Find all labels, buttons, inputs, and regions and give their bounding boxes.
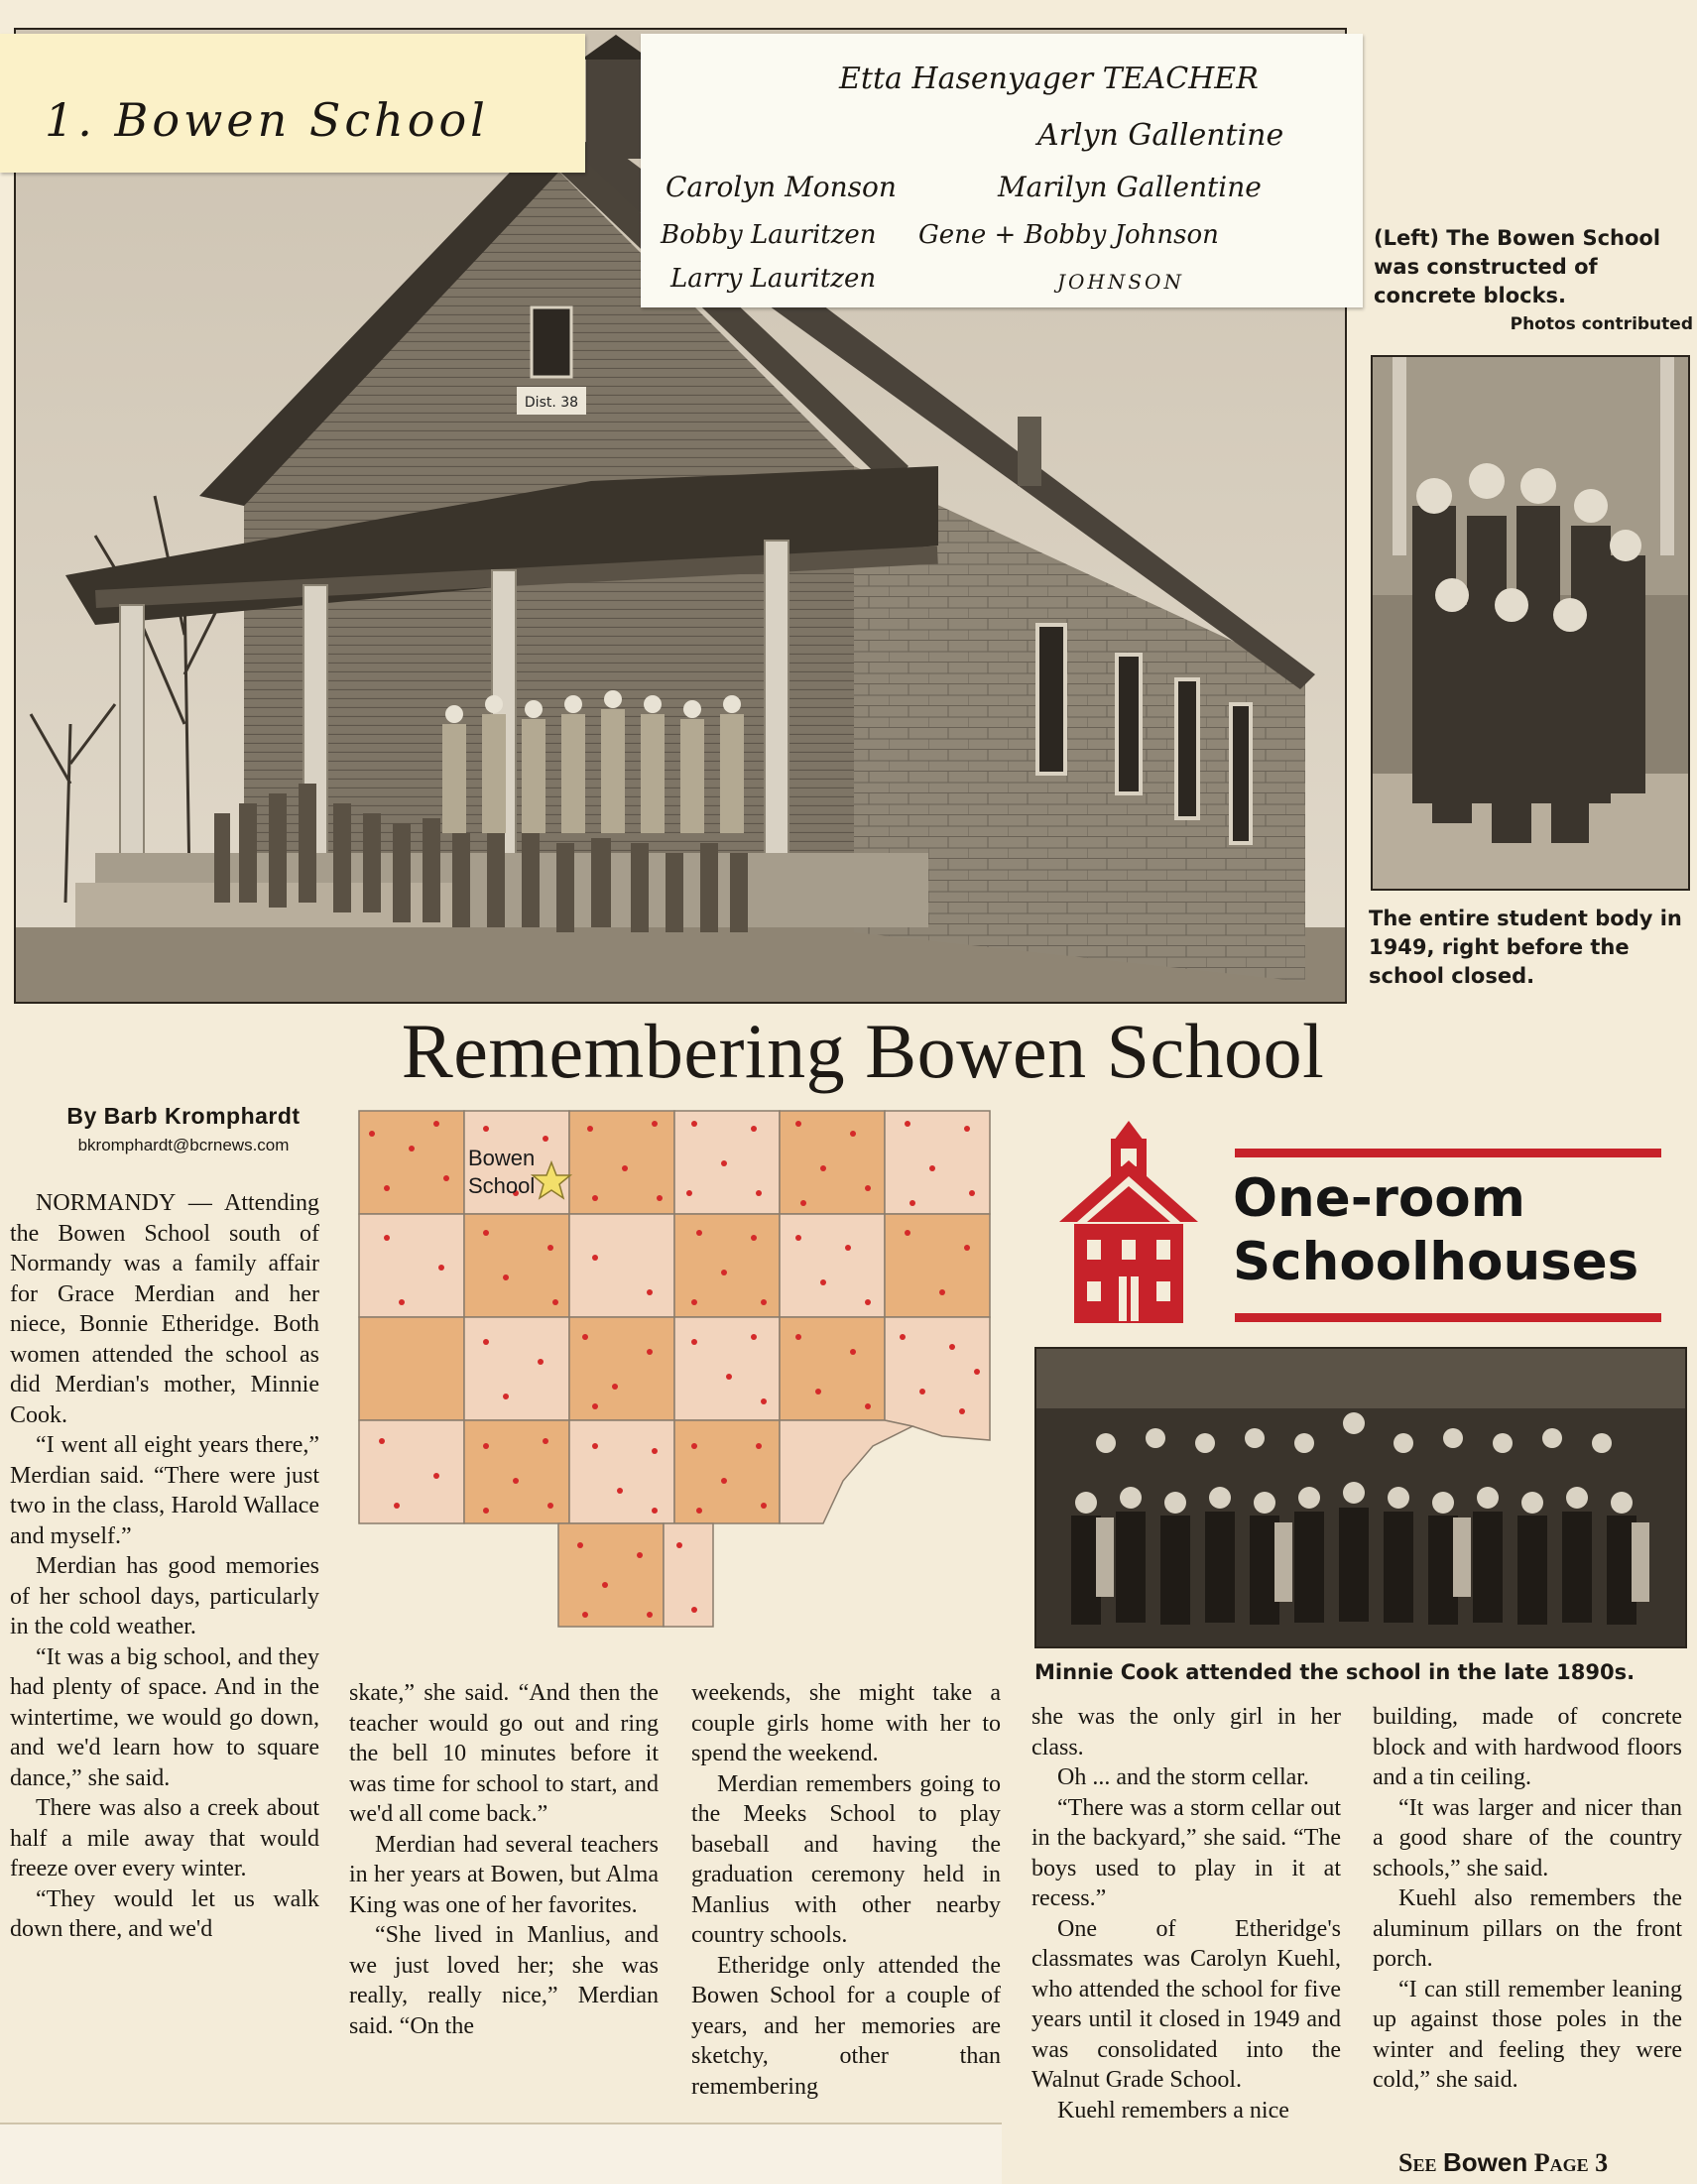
- col1-para: There was also a creek about half a mile away that would freeze over every winter.: [10, 1795, 319, 1881]
- article-column-5: [1373, 1702, 1682, 2096]
- bowen-school-note: [0, 34, 585, 173]
- name-carolyn: Carolyn Monson: [666, 171, 897, 203]
- col4-para: Oh ... and the storm cellar.: [1057, 1764, 1309, 1790]
- article-column-4: [1031, 1702, 1341, 2125]
- col3-para: Etheridge only attended the Bowen School for a couple of years, and her memories are sketchy, other than remembering: [691, 1952, 1001, 2100]
- article-column-2: [349, 1678, 659, 2041]
- building-caption: [1374, 224, 1693, 339]
- bottom-paper-strip: [0, 2123, 1002, 2184]
- col4-para: Kuehl remembers a nice: [1057, 2097, 1289, 2123]
- continued-name: Bowen: [1442, 2147, 1528, 2177]
- col5-para: building, made of concrete block and with hardwood floors and a tin ceiling.: [1373, 1704, 1682, 1790]
- series-title: [1233, 1167, 1638, 1294]
- class-group-illustration: [1036, 1349, 1685, 1646]
- col1-para: NORMANDY — Attending the Bowen School south of Normandy was a family affair for Grace Merdian and her niece, Bonnie Etheridge. Both women attended the school as did Merdian's mother, Minnie Cook.: [10, 1190, 319, 1428]
- map-label-line1: Bowen: [468, 1146, 536, 1170]
- article-headline: Remembering Bowen School: [401, 1008, 1325, 1094]
- names-note: [641, 34, 1363, 307]
- col5-para: Kuehl also remembers the aluminum pillars on the front porch.: [1373, 1885, 1682, 1972]
- byline: [40, 1103, 327, 1155]
- name-gene-bobby: Gene + Bobby Johnson: [918, 220, 1219, 250]
- author-email: bkromphardt@bcrnews.com: [77, 1136, 290, 1154]
- col4-para: she was the only girl in her class.: [1031, 1704, 1341, 1760]
- continued-page: Page 3: [1533, 2148, 1609, 2177]
- col1-para: “It was a big school, and they had plenty of space. And in the wintertime, we would go down, and we'd learn how to square dance,” she said.: [10, 1643, 319, 1791]
- series-title-line1: One-room: [1233, 1168, 1525, 1229]
- continued-prefix: See: [1398, 2148, 1437, 2177]
- article-column-3: [691, 1678, 1001, 2102]
- col2-para: skate,” she said. “And then the teacher would go out and ring the bell 10 minutes before it was time for school to start, and we'd all come back.”: [349, 1680, 659, 1827]
- logo-rule-bottom: [1235, 1313, 1661, 1322]
- col4-para: One of Etheridge's classmates was Carolyn Kuehl, who attended the school for five years until it closed in 1949 and was consolidated into the Walnut Grade School.: [1031, 1915, 1341, 2093]
- student-body-caption: The entire student body in 1949, right before the school closed.: [1369, 907, 1682, 988]
- map-grid: [357, 1109, 992, 1635]
- name-larry: Larry Lauritzen: [670, 264, 877, 294]
- name-teacher: Etta Hasenyager TEACHER: [839, 61, 1259, 96]
- schoolhouse-icon: [1059, 1113, 1198, 1326]
- student-group-illustration: [1373, 357, 1688, 889]
- building-caption-text: (Left) The Bowen School was constructed of concrete blocks.: [1374, 226, 1661, 307]
- map-label: [468, 1145, 535, 1200]
- name-arlyn: Arlyn Gallentine: [1037, 118, 1284, 153]
- student-body-photo: [1371, 355, 1690, 891]
- col1-para: “They would let us walk down there, and we'd: [10, 1885, 319, 1942]
- col2-para: Merdian had several teachers in her years at Bowen, but Alma King was one of her favorites.: [349, 1831, 659, 1918]
- logo-rule-top: [1235, 1149, 1661, 1157]
- class-photo: [1034, 1347, 1687, 1648]
- map-label-line2: School: [468, 1173, 536, 1198]
- school-note-text: 1. Bowen School: [45, 93, 489, 147]
- col5-para: “It was larger and nicer than a good share of the country schools,” she said.: [1373, 1794, 1682, 1881]
- author-name: By Barb Kromphardt: [66, 1103, 301, 1129]
- col3-para: Merdian remembers going to the Meeks School to play baseball and having the graduation ceremony held in Manlius with other nearby country schools.: [691, 1770, 1001, 1948]
- continued-on-link[interactable]: [1398, 2147, 1608, 2178]
- article-column-1: [10, 1188, 319, 1945]
- name-johnson: JOHNSON: [1057, 270, 1184, 294]
- col4-para: “There was a storm cellar out in the backyard,” she said. “The boys used to play in it at recess.”: [1031, 1794, 1341, 1911]
- col1-para: Merdian has good memories of her school days, particularly in the cold weather.: [10, 1553, 319, 1639]
- district-sign: Dist. 38: [524, 395, 579, 411]
- col5-para: “I can still remember leaning up against those poles in the winter and feeling they were cold,” she said.: [1373, 1976, 1682, 2093]
- name-marilyn: Marilyn Gallentine: [998, 171, 1262, 203]
- schoolhouse-logo: [1059, 1113, 1198, 1326]
- col2-para: “She lived in Manlius, and we just loved her; she was really, really nice,” Merdian said. “On the: [349, 1922, 659, 2039]
- col1-para: “I went all eight years there,” Merdian said. “There were just two in the class, Harold Wallace and myself.”: [10, 1432, 319, 1549]
- township-map: [357, 1109, 992, 1635]
- series-title-line2: Schoolhouses: [1233, 1232, 1639, 1292]
- photo-credit: Photos contributed: [1510, 314, 1693, 334]
- name-bobby-lauritzen: Bobby Lauritzen: [661, 220, 877, 250]
- col3-para: weekends, she might take a couple girls home with her to spend the weekend.: [691, 1680, 1001, 1766]
- class-photo-caption: Minnie Cook attended the school in the late 1890s.: [1034, 1660, 1636, 1684]
